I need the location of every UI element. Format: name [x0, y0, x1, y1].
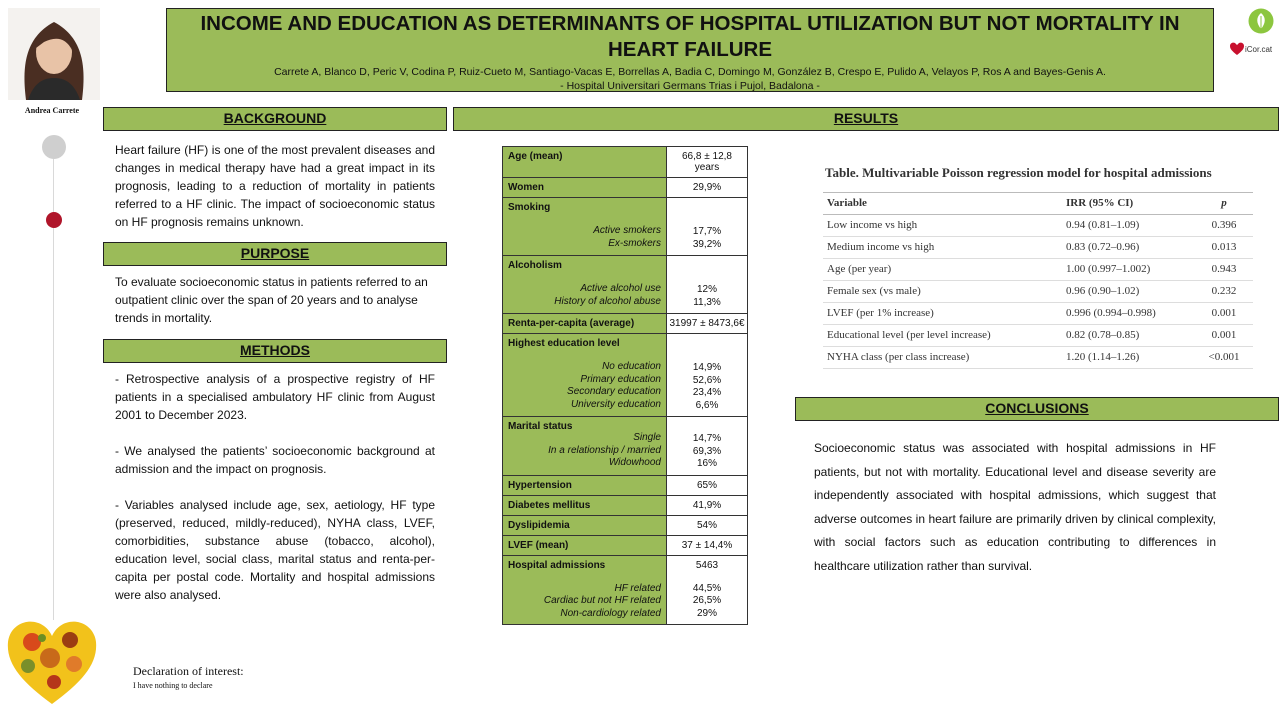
table-row — [823, 325, 1253, 347]
table-row — [823, 237, 1253, 259]
table-row — [823, 215, 1253, 237]
leaf-logo — [1248, 8, 1274, 34]
row-label-age: Age (mean) — [503, 147, 667, 178]
table-row — [503, 515, 748, 535]
cell-variable: LVEF (per 1% increase) — [823, 303, 1062, 325]
row-value-admissions: 5463 — [695, 559, 719, 571]
marital-sub-2: In a relationship / married — [548, 444, 661, 456]
table-row — [823, 281, 1253, 303]
cell-variable: NYHA class (per class increase) — [823, 347, 1062, 369]
smoking-sub-2: Ex-smokers — [608, 237, 661, 249]
table-row — [503, 334, 748, 417]
poisson-table-title: Table. Multivariable Poisson regression model for hospital admissions — [825, 165, 1212, 180]
conclusions-text: Socioeconomic status was associated with hospital admissions in HF patients, but not with mortality. Educational level and disease severity are independently associated with hospital admissions, which suggest that adverse outcomes in heart failure are primarily driven by clinical complexity, with social factors such as education contributing to differences in healthcare utilization rather than survival. — [814, 441, 1216, 573]
education-val-2: 52,6% — [692, 374, 722, 386]
table-header-row — [823, 193, 1253, 215]
row-label-marital: Marital status — [508, 421, 573, 432]
cell-irr: 0.83 (0.72–0.96) — [1062, 237, 1195, 259]
table-row — [503, 198, 748, 256]
cell-variable: Medium income vs high — [823, 237, 1062, 259]
cell-variable: Female sex (vs male) — [823, 281, 1062, 303]
cell-p: 0.232 — [1195, 281, 1253, 303]
row-value-lvef: 37 ± 14,4% — [667, 535, 748, 555]
row-value-renta: 31997 ± 8473,6€ — [667, 314, 748, 334]
row-label-hypertension: Hypertension — [503, 475, 667, 495]
row-value-age: 66,8 ± 12,8 years — [667, 147, 748, 178]
timeline-dot-grey — [42, 135, 66, 159]
cell-irr: 1.00 (0.997–1.002) — [1062, 259, 1195, 281]
row-value-dyslipidemia: 54% — [667, 515, 748, 535]
heart-food-illustration — [2, 612, 102, 708]
table-row — [503, 555, 748, 625]
alcohol-sub-1: Active alcohol use — [580, 283, 661, 294]
methods-text-2: - We analysed the patients’ socioeconomic background at admission and the impact on prognosis. — [115, 444, 435, 476]
cell-p: 0.001 — [1195, 303, 1253, 325]
methods-text-1: - Retrospective analysis of a prospective registry of HF patients in a specialised ambulatory HF clinic from August 2001 to December 2023. — [115, 372, 435, 422]
results-heading: RESULTS — [453, 107, 1279, 131]
background-text: Heart failure (HF) is one of the most prevalent diseases and changes in medical therapy have had a great impact in its prognosis, leading to a reduction of mortality in patients referred to a HF clinic. The impact of socioeconomic status on HF prognosis remains unknown. — [115, 143, 435, 229]
education-sub-2: Primary education — [580, 373, 661, 385]
table-row — [823, 259, 1253, 281]
row-value-hypertension: 65% — [667, 475, 748, 495]
author-list: Carrete A, Blanco D, Peric V, Codina P, Ruiz-Cueto M, Santiago-Vacas E, Borrellas A, Badia C, Domingo M, González B, Crespo E, Pulido A, Velayos P, Ros A and Bayes-Genis A. — [274, 66, 1106, 78]
demographics-table — [502, 146, 748, 625]
admissions-sub-1: HF related — [614, 582, 661, 594]
alcohol-val-2: 11,3% — [693, 296, 721, 308]
smoking-val-2: 39,2% — [692, 238, 722, 250]
education-sub-1: No education — [602, 361, 661, 372]
table-row — [503, 535, 748, 555]
marital-sub-3: Widowhood — [608, 457, 661, 468]
cell-irr: 0.94 (0.81–1.09) — [1062, 215, 1195, 237]
cell-variable: Age (per year) — [823, 259, 1062, 281]
row-label-renta: Renta-per-capita (average) — [503, 314, 667, 334]
poisson-table — [823, 192, 1253, 369]
education-val-1: 14,9% — [692, 362, 722, 373]
cell-variable: Low income vs high — [823, 215, 1062, 237]
col-header-p: p — [1195, 193, 1253, 215]
smoking-sub-1: Active smokers — [593, 225, 661, 236]
row-value-women: 29,9% — [667, 178, 748, 198]
methods-text-3: - Variables analysed include age, sex, aetiology, HF type (preserved, reduced, mildly-reduced), NYHA class, LVEF, comorbidities, substance abuse (tobacco, alcohol), education level, social class, marital status and renta-per-capita per postal code. Mortality and hospital admissions were also analysed. — [115, 498, 435, 602]
table-row — [503, 495, 748, 515]
table-row — [503, 314, 748, 334]
purpose-heading: PURPOSE — [103, 242, 447, 266]
purpose-text: To evaluate socioeconomic status in patients referred to an outpatient clinic over the span of 20 years and to analyse trends in mortality. — [115, 275, 428, 325]
admissions-val-1: 44,5% — [692, 582, 722, 594]
cell-irr: 0.996 (0.994–0.998) — [1062, 303, 1195, 325]
row-value-diabetes: 41,9% — [667, 495, 748, 515]
education-sub-3: Secondary education — [567, 386, 661, 397]
alcohol-val-1: 12% — [696, 284, 717, 295]
table-row — [503, 147, 748, 178]
marital-val-3: 16% — [696, 458, 717, 469]
row-label-admissions: Hospital admissions — [508, 559, 606, 571]
table-row — [503, 475, 748, 495]
cell-irr: 1.20 (1.14–1.26) — [1062, 347, 1195, 369]
affiliation: - Hospital Universitari Germans Trias i Pujol, Badalona - — [560, 80, 820, 92]
table-row — [503, 178, 748, 198]
table-row — [823, 347, 1253, 369]
background-heading: BACKGROUND — [103, 107, 447, 131]
row-label-diabetes: Diabetes mellitus — [503, 495, 667, 515]
cell-p: 0.396 — [1195, 215, 1253, 237]
icor-logo-text: iCor.cat — [1245, 45, 1273, 54]
poster-title: INCOME AND EDUCATION AS DETERMINANTS OF HOSPITAL UTILIZATION BUT NOT MORTALITY IN HEART FAILURE — [200, 12, 1180, 61]
row-label-lvef: LVEF (mean) — [503, 535, 667, 555]
presenter-photo — [8, 8, 100, 100]
education-sub-4: University education — [570, 398, 661, 410]
poster-header — [166, 8, 1214, 92]
col-header-irr: IRR (95% CI) — [1062, 193, 1195, 215]
admissions-val-3: 29% — [696, 607, 717, 619]
cell-p: 0.943 — [1195, 259, 1253, 281]
cell-irr: 0.82 (0.78–0.85) — [1062, 325, 1195, 347]
table-row — [503, 417, 748, 476]
row-label-smoking: Smoking — [508, 202, 551, 213]
timeline-dot-red — [46, 212, 62, 228]
declaration-text: I have nothing to declare — [133, 681, 213, 690]
row-label-women: Women — [503, 178, 667, 198]
row-label-education: Highest education level — [508, 338, 620, 349]
admissions-val-2: 26,5% — [692, 595, 722, 606]
cell-p: 0.001 — [1195, 325, 1253, 347]
declaration-heading: Declaration of interest: — [133, 664, 244, 678]
row-label-alcohol: Alcoholism — [508, 260, 562, 271]
icor-logo — [1229, 40, 1277, 58]
cell-variable: Educational level (per level increase) — [823, 325, 1062, 347]
declaration — [133, 664, 244, 690]
table-row — [503, 256, 748, 314]
alcohol-sub-2: History of alcohol abuse — [554, 295, 661, 307]
marital-val-2: 69,3% — [692, 445, 722, 457]
row-label-dyslipidemia: Dyslipidemia — [503, 515, 667, 535]
cell-p: <0.001 — [1195, 347, 1253, 369]
admissions-sub-3: Non-cardiology related — [560, 607, 661, 619]
conclusions-heading: CONCLUSIONS — [795, 397, 1279, 421]
col-header-variable: Variable — [823, 193, 1062, 215]
marital-sub-1: Single — [633, 432, 661, 443]
marital-val-1: 14,7% — [692, 433, 722, 444]
cell-p: 0.013 — [1195, 237, 1253, 259]
cell-irr: 0.96 (0.90–1.02) — [1062, 281, 1195, 303]
presenter-name: Andrea Carrete — [24, 106, 80, 115]
smoking-val-1: 17,7% — [692, 226, 722, 237]
methods-heading: METHODS — [103, 339, 447, 363]
table-row — [823, 303, 1253, 325]
education-val-3: 23,4% — [692, 387, 722, 398]
admissions-sub-2: Cardiac but not HF related — [543, 595, 661, 606]
education-val-4: 6,6% — [695, 399, 719, 411]
